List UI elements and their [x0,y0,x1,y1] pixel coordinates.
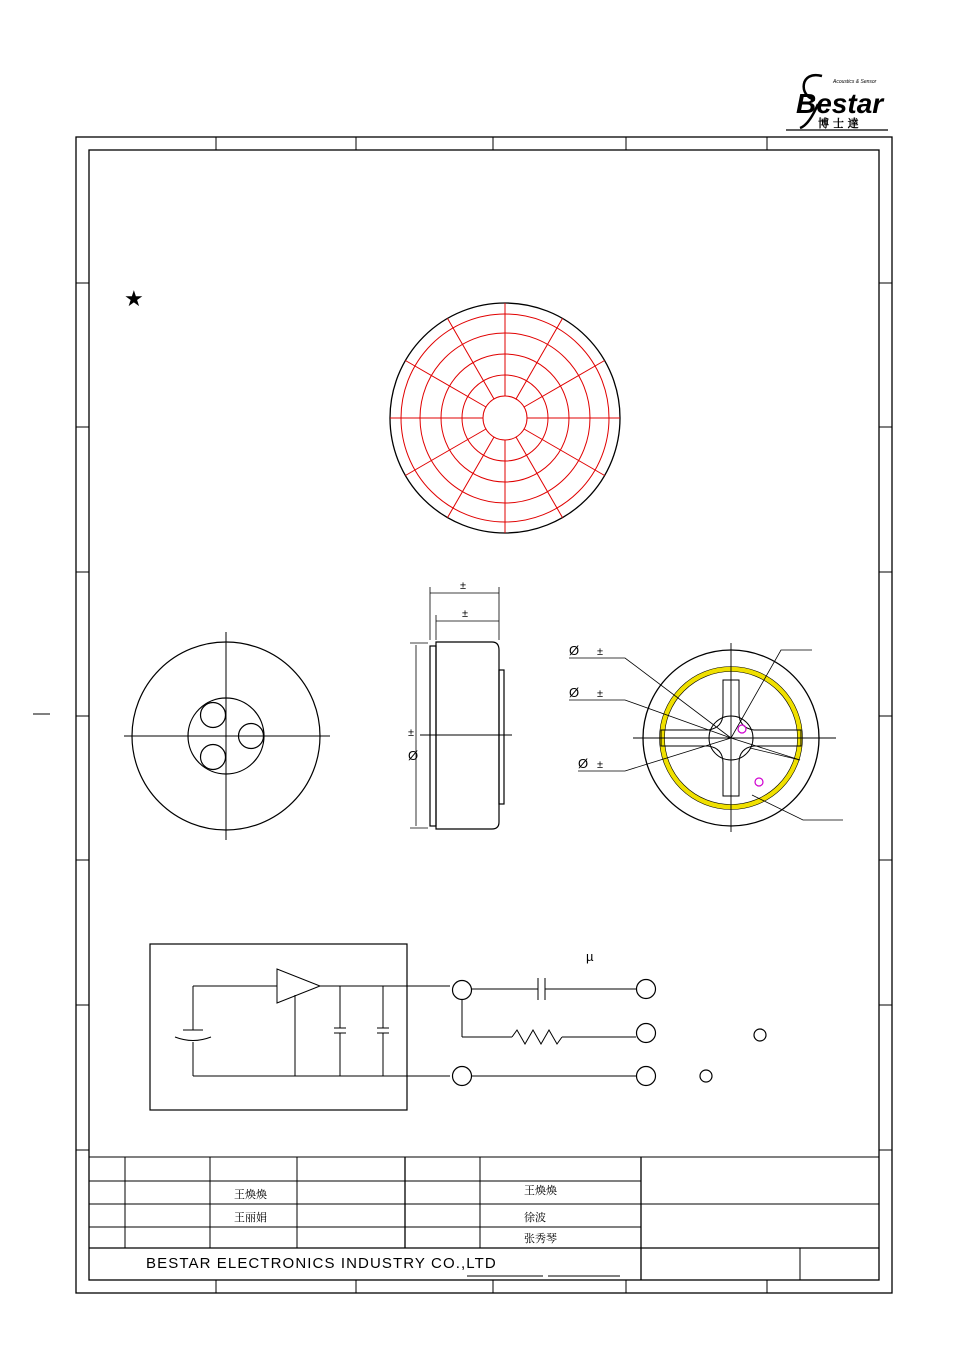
terminal-pad [201,745,226,770]
company-name: BESTAR ELECTRONICS INDUSTRY CO.,LTD [146,1255,497,1272]
terminal-pad [201,703,226,728]
tb-name-5: 张秀琴 [524,1232,557,1245]
sheet-border [33,137,892,1293]
dim-total-tolerance: ± [460,580,467,592]
test-circuit [150,944,766,1110]
dim-body-tolerance: ± [462,608,469,620]
logo-chinese: 博 士 達 [818,117,859,130]
front-dim1-diameter: Ø [569,643,580,658]
polar-spoke [524,361,605,408]
front-view [569,643,843,832]
polar-spoke [405,429,486,476]
dim-diameter-symbol: Ø [408,748,419,763]
rear-view [124,632,330,840]
logo-brand: Bestar [796,88,884,119]
front-dim1-tolerance: ± [597,646,604,658]
bestar-logo [786,75,888,130]
logo-tagline: Acoustics & Sensor [833,79,877,85]
front-dim2-diameter: Ø [569,685,580,700]
front-dim3-tolerance: ± [597,759,604,771]
polar-spoke [516,318,563,399]
front-dim2-tolerance: ± [597,688,604,700]
tb-name-4: 徐波 [524,1211,546,1224]
capacitor-unit: µ [586,949,594,964]
polar-spoke [448,318,495,399]
side-view [410,587,512,829]
front-dim3-diameter: Ø [578,756,589,771]
polar-pattern [390,303,620,533]
star-icon: ★ [124,287,144,312]
tb-name-3: 王煥煥 [524,1184,557,1197]
polar-spoke [516,437,563,518]
marker-circle [738,725,746,733]
marker-circle [755,778,763,786]
dim-diameter-tolerance: ± [408,727,415,739]
tb-name-2: 王丽娟 [234,1211,267,1224]
tb-name-1: 王煥煥 [234,1188,267,1201]
polar-spoke [524,429,605,476]
polar-spoke [405,361,486,408]
polar-spoke [448,437,495,518]
polar-ring [483,396,527,440]
